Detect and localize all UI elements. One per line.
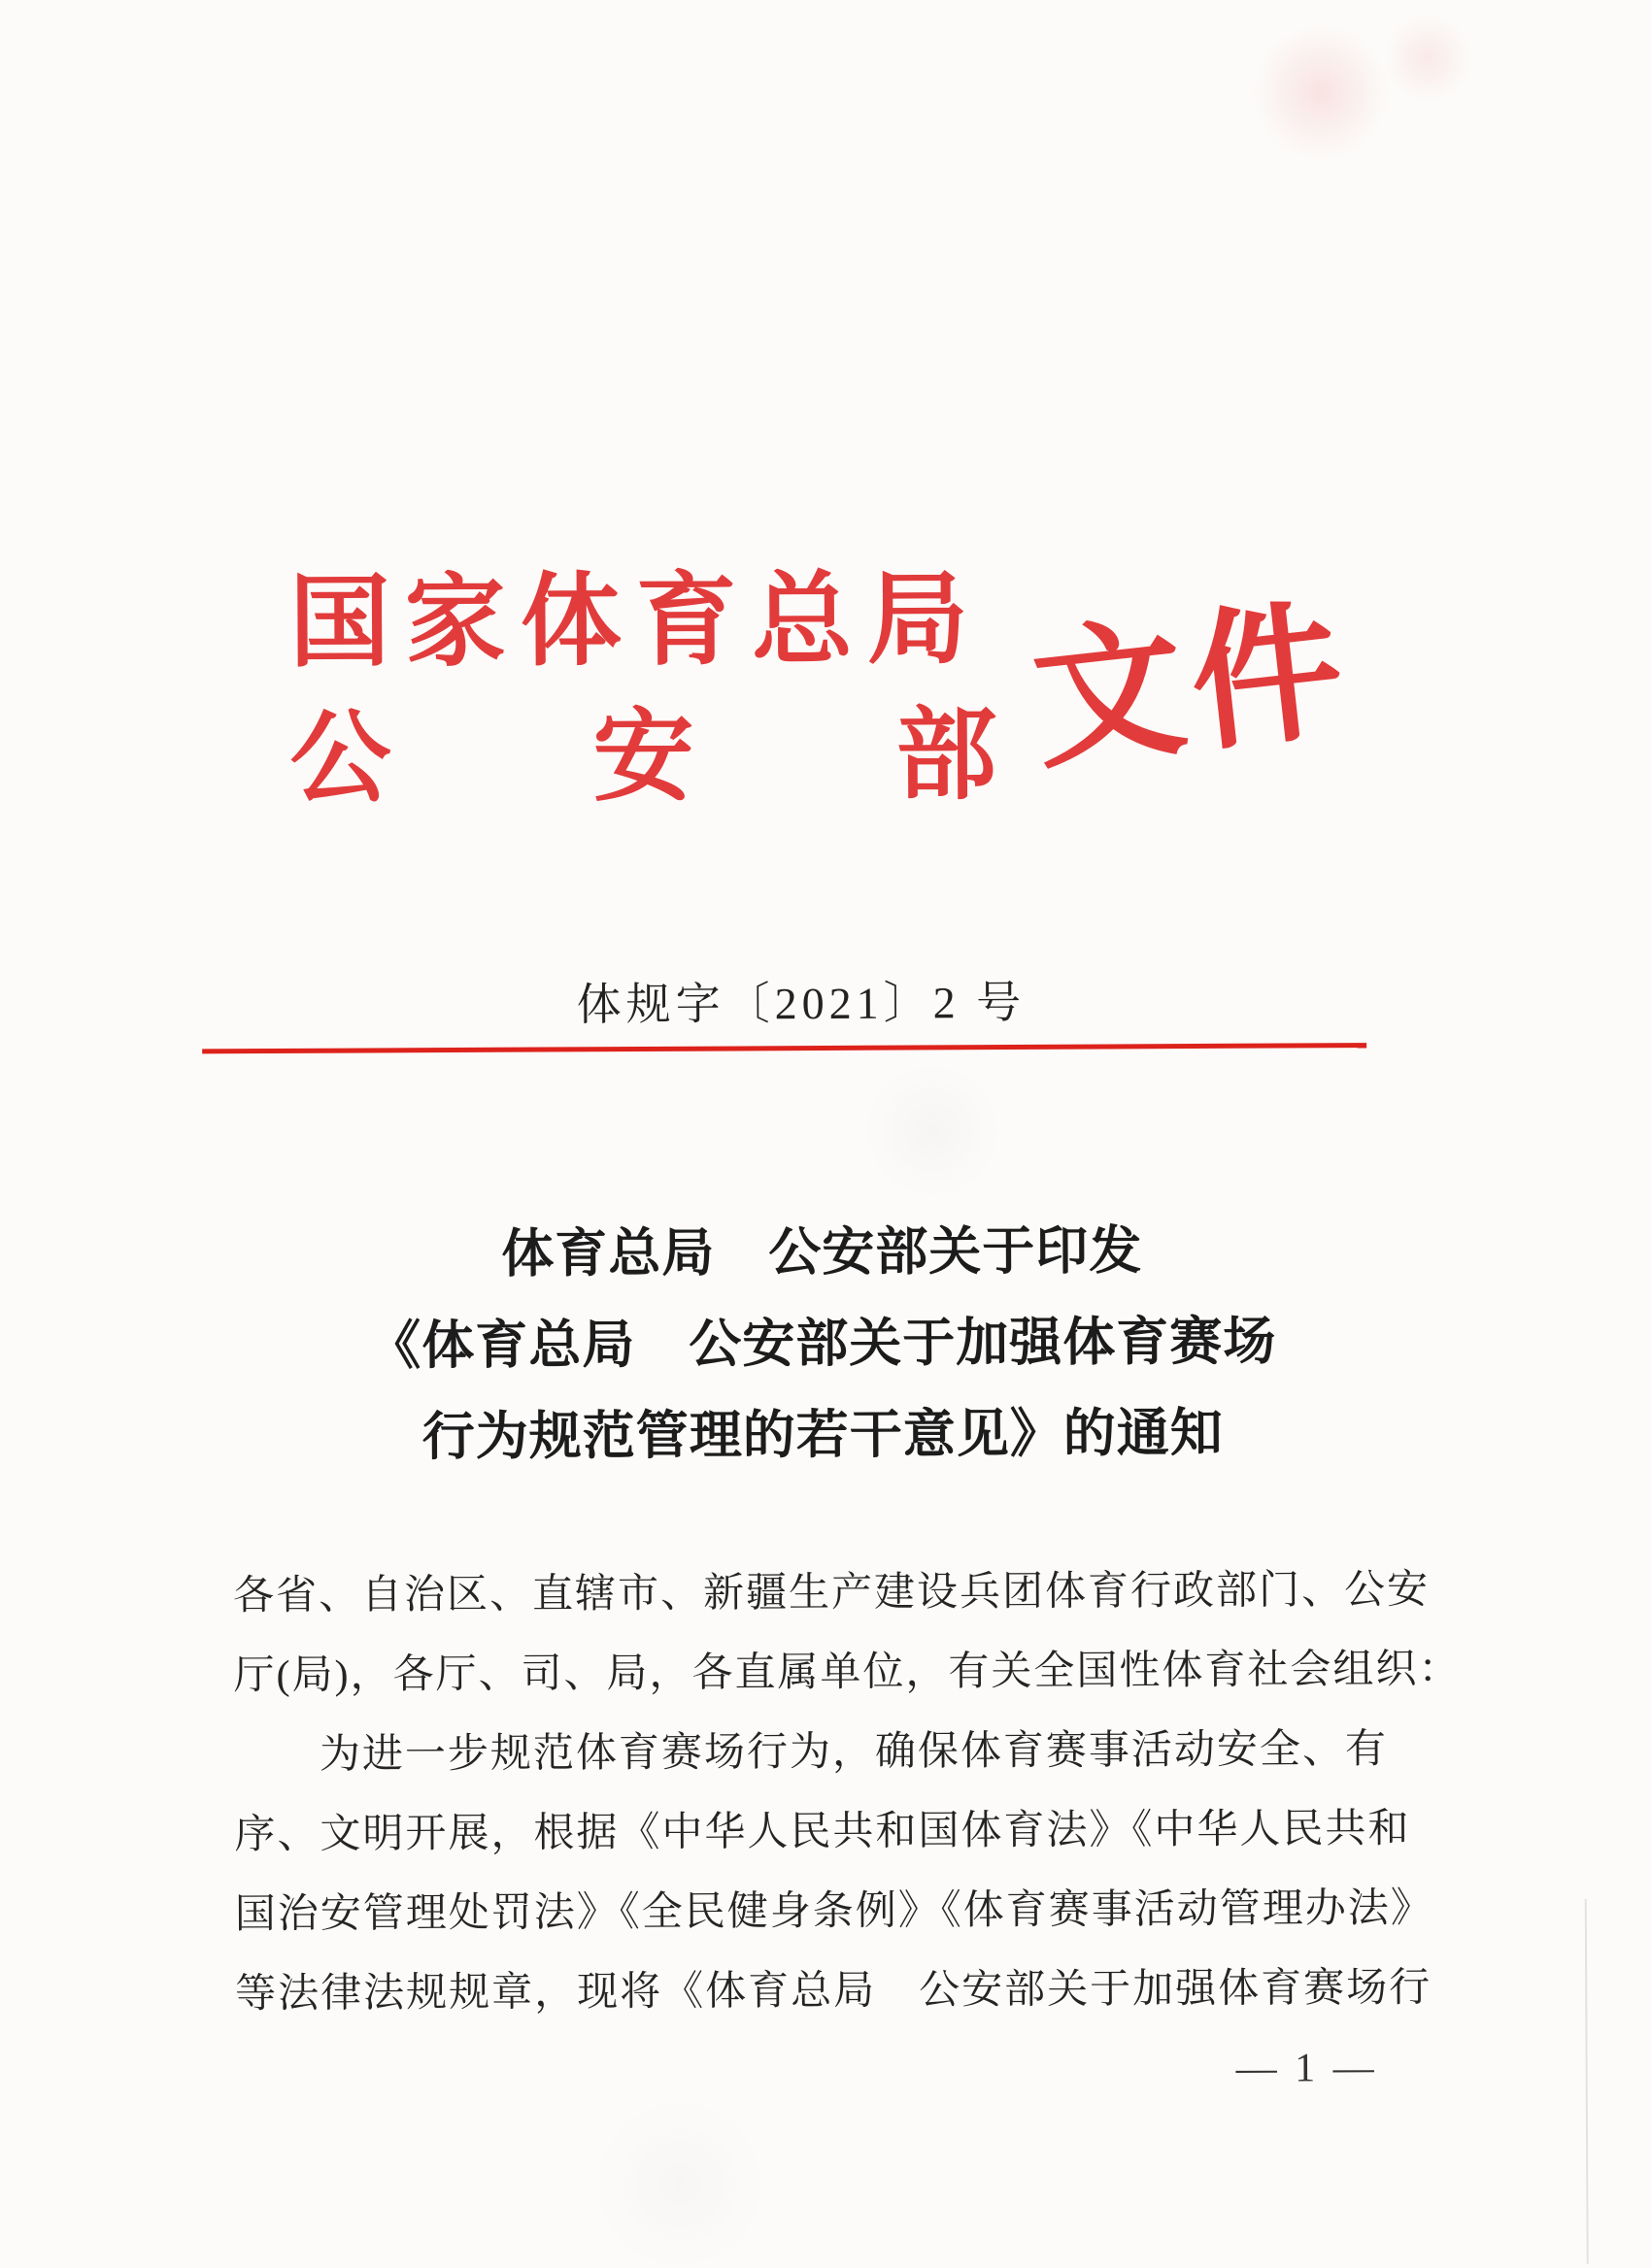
title-line-2: 《体育总局 公安部关于加强体育赛场 [368,1312,1277,1376]
document-type-label: 文件 [1025,586,1359,788]
document-title [142,1203,1502,1484]
body-line-4: 序、文明开展，根据《中华人民共和国体育法》《中华人民共和 [234,1806,1411,1858]
body-line-3: 为进一步规范体育赛场行为，确保体育赛事活动安全、有 [233,1726,1389,1779]
body-line-2: 厅(局)，各厅、司、局，各直属单位，有关全国性体育社会组织： [233,1647,1462,1699]
body-line-5: 国治安管理处罚法》《全民健身条例》《体育赛事活动管理办法》 [234,1885,1433,1938]
document-body [232,1551,1462,2035]
issuer-line-public-security-ministry: 公 安 部 [289,700,997,816]
page-number: — 1 — [1235,2046,1378,2091]
title-line-1: 体育总局 公安部关于印发 [501,1221,1143,1284]
issuer-line-sport-administration: 国家体育总局 [288,564,984,680]
document-number: 体规字〔2021〕2 号 [576,977,1027,1030]
red-divider-line [202,1043,1366,1053]
body-line-1: 各省、自治区、直辖市、新疆生产建设兵团体育行政部门、公安 [232,1567,1431,1619]
body-line-6: 等法律法规规章，现将《体育总局 公安部关于加强体育赛场行 [235,1965,1432,2018]
scan-artifact-line [1585,1899,1589,2264]
title-line-3: 行为规范管理的若干意见》的通知 [421,1403,1224,1467]
